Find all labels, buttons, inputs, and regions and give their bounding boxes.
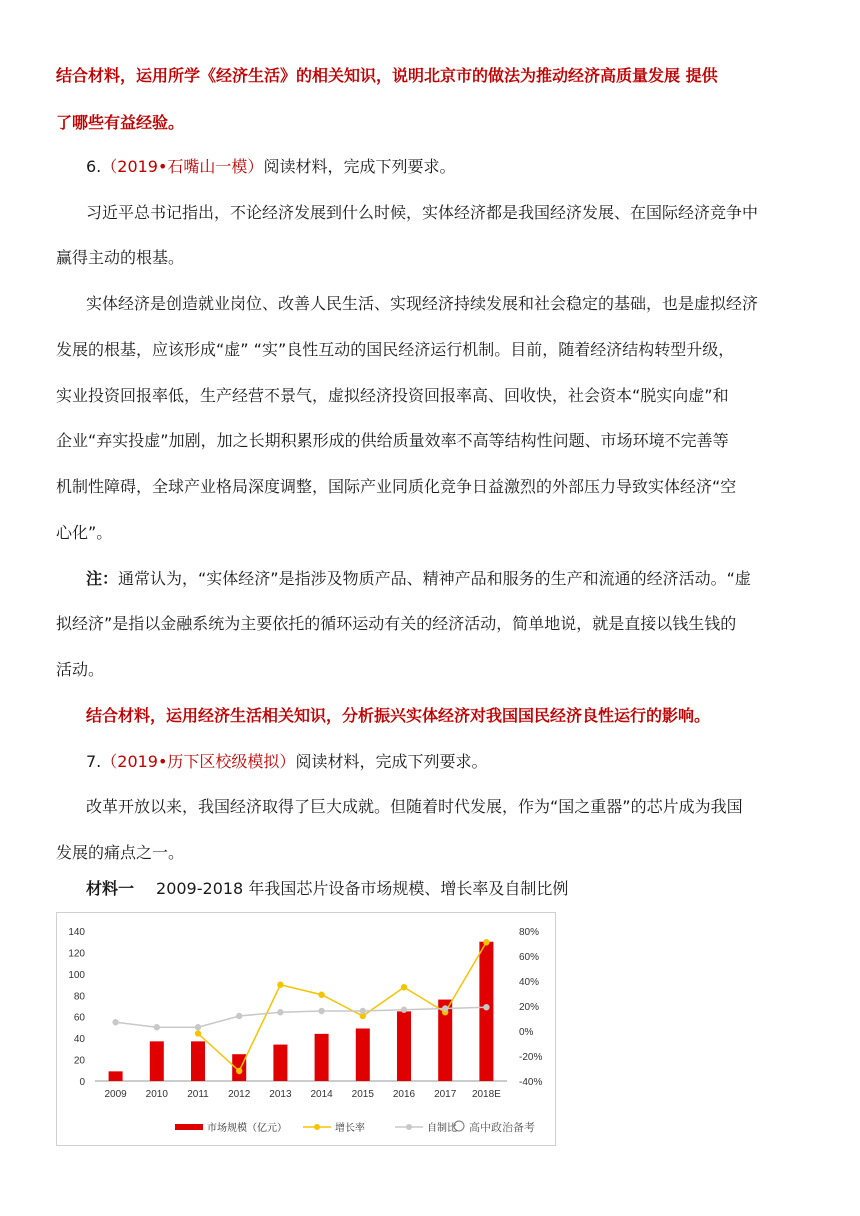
q6-para2-line-4: 企业“弃实投虚”加剧，加之长期积累形成的供给质量效率不高等结构性问题、市场环境不完善等 [56, 431, 729, 450]
legend-label: 增长率 [335, 1123, 365, 1134]
q6-note-line-1 [86, 569, 816, 589]
x-axis-tick-label: 2010 [145, 1089, 168, 1100]
q6-para2-line-1: 实体经济是创造就业岗位、改善人民生活、实现经济持续发展和社会稳定的基础，也是虚拟经济 [86, 294, 759, 313]
series-point [236, 1013, 242, 1019]
q7-material-title: 2009-2018 年我国芯片设备市场规模、增长率及自制比例 [156, 879, 569, 898]
right-axis-tick-label: 0% [519, 1027, 534, 1038]
x-axis-tick-label: 2013 [269, 1089, 292, 1100]
x-axis-tick-label: 2012 [228, 1089, 251, 1100]
left-axis-tick-label: 40 [73, 1034, 85, 1046]
left-axis-tick-label: 60 [73, 1012, 85, 1024]
x-axis-tick-label: 2014 [310, 1089, 333, 1100]
series-point [277, 982, 283, 988]
q7-source: （2019•历下区校级模拟） [101, 752, 296, 771]
bar [191, 1041, 205, 1081]
left-axis-tick-label: 0 [79, 1077, 85, 1088]
series-point [401, 984, 407, 990]
q6-source: （2019•石嘴山一模） [101, 157, 264, 176]
q7-material-caption [86, 879, 816, 899]
legend-swatch-point [314, 1124, 320, 1130]
q6-note-line-2: 拟经济”是指以金融系统为主要依托的循环运动有关的经济活动，简单地说，就是直接以钱生钱的 [56, 614, 737, 633]
bar [232, 1054, 246, 1081]
q5-instruction-line-1: 结合材料，运用所学《经济生活》的相关知识，说明北京市的做法为推动经济高质量发展 提供 [56, 66, 718, 85]
bar [109, 1071, 123, 1081]
q7-prompt: 阅读材料，完成下列要求。 [295, 752, 488, 771]
left-axis-tick-label: 120 [68, 948, 85, 960]
series-point [483, 1004, 489, 1010]
q7-para1-line-1: 改革开放以来，我国经济取得了巨大成就。但随着时代发展，作为“国之重器”的芯片成为我国 [86, 797, 743, 816]
right-axis-tick-label: 40% [519, 977, 540, 988]
legend-label: 自制比 [427, 1123, 457, 1134]
series-line-1 [116, 1007, 487, 1027]
q6-instruction: 结合材料，运用经济生活相关知识，分析振兴实体经济对我国国民经济良性运行的影响。 [86, 706, 711, 725]
legend-swatch-bar [175, 1124, 203, 1130]
q6-prompt: 阅读材料，完成下列要求。 [263, 157, 456, 176]
q6-number: 6. [86, 157, 102, 176]
q6-para1-line-2: 赢得主动的根基。 [56, 248, 185, 267]
right-axis-tick-label: -20% [519, 1052, 543, 1063]
bar [315, 1034, 329, 1081]
q7-number: 7. [86, 752, 102, 771]
series-point [195, 1030, 201, 1036]
q7-material-label: 材料一 [86, 879, 135, 898]
series-point [154, 1024, 160, 1030]
series-point [483, 939, 489, 945]
series-point [318, 992, 324, 998]
x-axis-tick-label: 2016 [392, 1089, 416, 1100]
right-axis-tick-label: 20% [519, 1002, 540, 1013]
series-point [112, 1019, 118, 1025]
q7-para1-line-2: 发展的痛点之一。 [56, 843, 185, 862]
left-axis-tick-label: 100 [68, 969, 85, 981]
series-point [360, 1008, 366, 1014]
q6-header [86, 157, 816, 177]
legend-label: 市场规模（亿元） [207, 1123, 287, 1134]
series-point [195, 1024, 201, 1030]
left-axis-tick-label: 20 [73, 1055, 85, 1067]
right-axis-tick-label: 80% [519, 927, 540, 938]
q5-instruction-line-2: 了哪些有益经验。 [56, 113, 185, 132]
q6-para1-line-1: 习近平总书记指出，不论经济发展到什么时候，实体经济都是我国经济发展、在国际经济竞争中 [86, 203, 759, 222]
legend-swatch-point [406, 1124, 412, 1130]
x-axis-tick-label: 2017 [434, 1089, 457, 1100]
x-axis-tick-label: 2018E [471, 1089, 501, 1100]
series-point [442, 1005, 448, 1011]
left-axis-tick-label: 80 [73, 991, 85, 1003]
bar [397, 1011, 411, 1081]
bar [479, 942, 493, 1081]
q7-header [86, 752, 816, 772]
x-axis-tick-label: 2011 [187, 1089, 209, 1100]
q6-note-line-3: 活动。 [56, 660, 105, 679]
bar [273, 1045, 287, 1081]
bar [150, 1041, 164, 1081]
q6-note-label: 注： [86, 569, 119, 588]
series-point [318, 1008, 324, 1014]
q6-para2-line-5: 机制性障碍，全球产业格局深度调整，国际产业同质化竞争日益激烈的外部压力导致实体经济“空 [56, 477, 737, 496]
series-point [277, 1009, 283, 1015]
watermark-text: 高中政治备考 [469, 1121, 535, 1134]
right-axis-tick-label: -40% [519, 1077, 543, 1088]
series-point [236, 1068, 242, 1074]
chart-svg [57, 913, 555, 1145]
x-axis-tick-label: 2009 [104, 1089, 127, 1100]
left-axis-tick-label: 140 [68, 927, 85, 938]
series-point [401, 1007, 407, 1013]
chip-market-chart [56, 912, 556, 1146]
bar [356, 1029, 370, 1082]
q6-para2-line-6: 心化”。 [56, 523, 113, 542]
q6-para2-line-2: 发展的根基，应该形成“虚” “实”良性互动的国民经济运行机制。目前，随着经济结构转型升级， [56, 340, 735, 359]
right-axis-tick-label: 60% [519, 952, 540, 963]
q6-note-text: 通常认为，“实体经济”是指涉及物质产品、精神产品和服务的生产和流通的经济活动。“虚 [118, 569, 751, 588]
q6-para2-line-3: 实业投资回报率低，生产经营不景气，虚拟经济投资回报率高、回收快，社会资本“脱实向虚”和 [56, 386, 729, 405]
x-axis-tick-label: 2015 [351, 1089, 374, 1100]
